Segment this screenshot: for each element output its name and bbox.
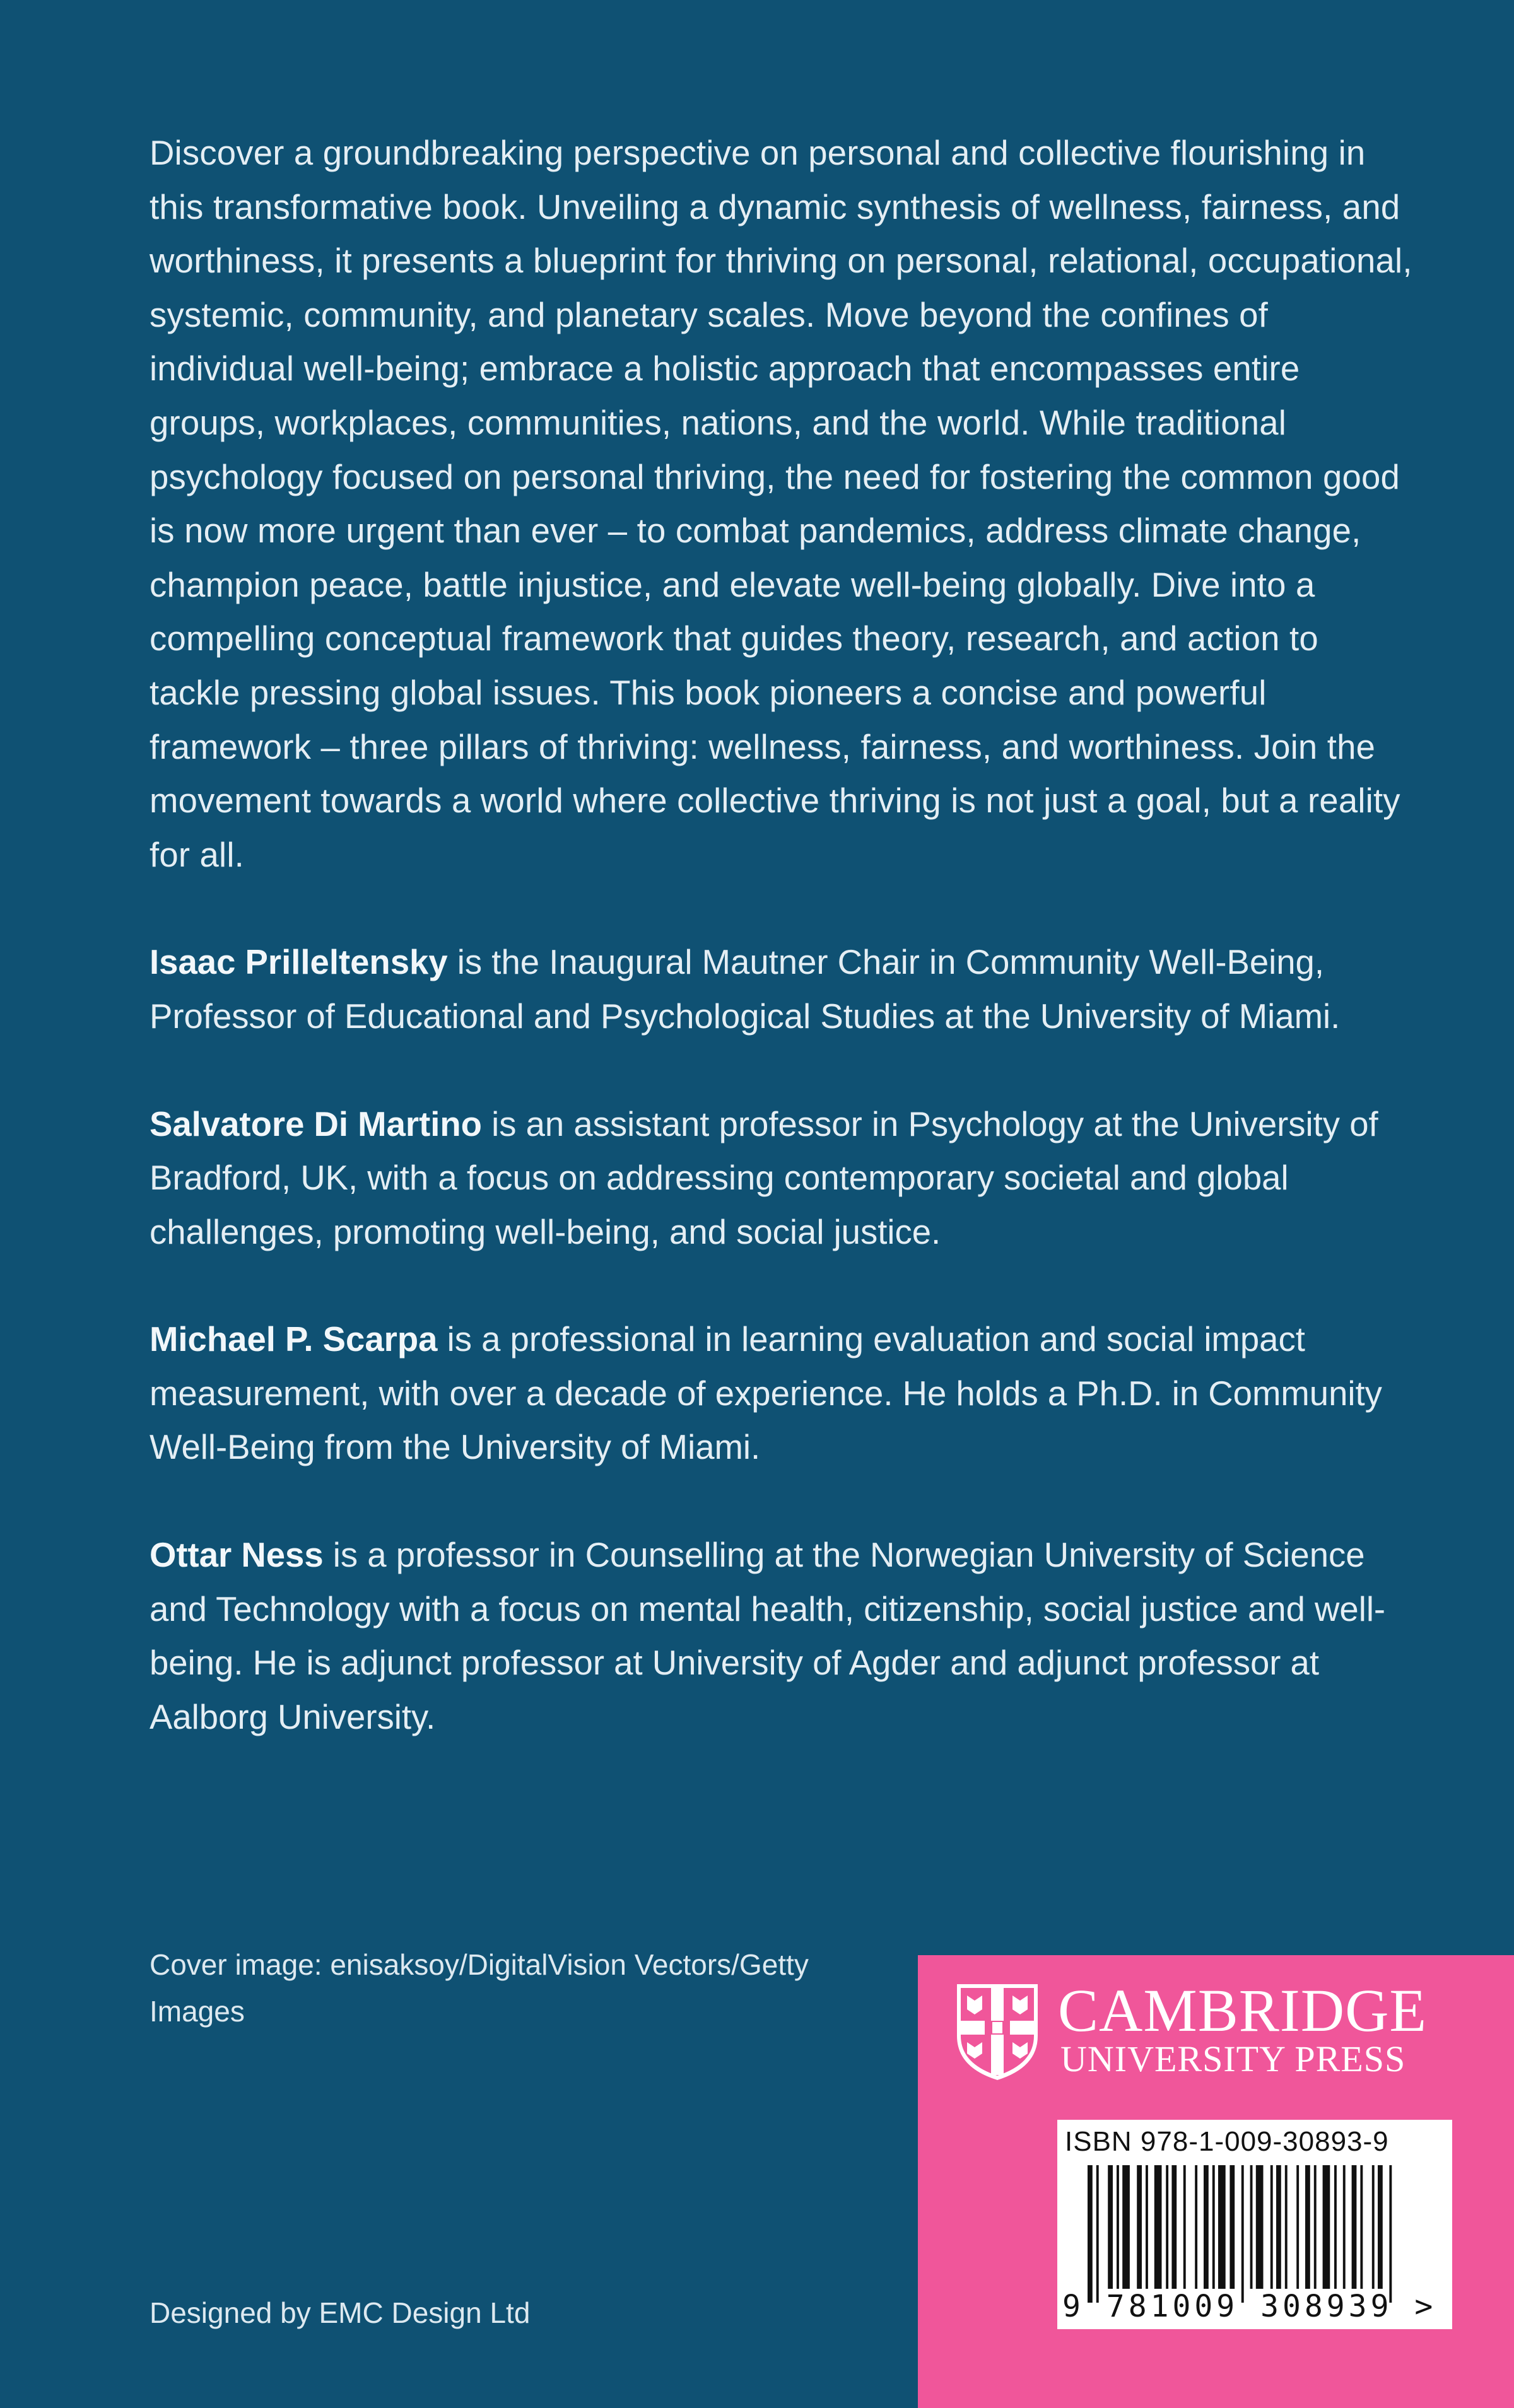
author-bio-3 [150,1312,1417,1475]
publisher-name-line2: UNIVERSITY PRESS [1060,2038,1406,2079]
cover-image-credit: Cover image: enisaksoy/DigitalVision Vectors/Getty Images [150,1948,809,2028]
author-bio-text: is the Inaugural Mautner Chair in Community Well-Being, Professor of Educational and Psychological Studies at the University of Miami. [150,943,1341,1036]
author-bio-text: is a professor in Counselling at the Norwegian University of Science and Technology with a focus on mental health, citizenship, social justice and well-being. He is adjunct professor at University of Agder and adjunct professor at Aalborg University. [150,1536,1386,1736]
publisher-name-line1: CAMBRIDGE [1058,1977,1428,2044]
author-bio-text: is a professional in learning evaluation and social impact measurement, with over a decade of experience. He holds a Ph.D. in Community Well-Being from the University of Miami. [150,1320,1382,1467]
text-block [150,126,1417,1744]
isbn-label: ISBN 978-1-009-30893-9 [1065,2126,1389,2157]
author-bio-2 [150,1097,1417,1260]
cambridge-crest-icon [954,1982,1040,2083]
author-bio-1 [150,935,1417,1043]
book-description: Discover a groundbreaking perspective on personal and collective flourishing in this transformative book. Unveiling a dynamic synthesis of wellness, fairness, and worthiness, it presents a blueprint for thriving on personal, relational, occupational, systemic, community, and planetary scales. Move beyond the confines of individual well-being; embrace a holistic approach that encompasses entire groups, workplaces, communities, nations, and the world. While traditional psychology focused on personal thriving, the need for fostering the common good is now more urgent than ever – to combat pandemics, address climate change, champion peace, battle injustice, and elevate well-being globally. Dive into a compelling conceptual framework that guides theory, research, and action to tackle pressing global issues. This book pioneers a concise and powerful framework – three pillars of thriving: wellness, fairness, and worthiness. Join the movement towards a world where collective thriving is not just a goal, but a reality for all. [150,134,1412,874]
author-name: Isaac Prilleltensky [150,943,448,982]
author-bio-4 [150,1528,1417,1744]
barcode-digits: 9 781009 308939 > [1062,2289,1437,2324]
author-name: Michael P. Scarpa [150,1320,438,1359]
designer-credit: Designed by EMC Design Ltd [150,2296,531,2329]
author-name: Salvatore Di Martino [150,1104,482,1143]
author-name: Ottar Ness [150,1536,324,1575]
publisher-logo [954,1977,1459,2083]
author-bio-text: is an assistant professor in Psychology at the University of Bradford, UK, with a focus on addressing contemporary societal and global challenges, promoting well-being, and social justice. [150,1104,1378,1251]
barcode [1057,2120,1452,2329]
